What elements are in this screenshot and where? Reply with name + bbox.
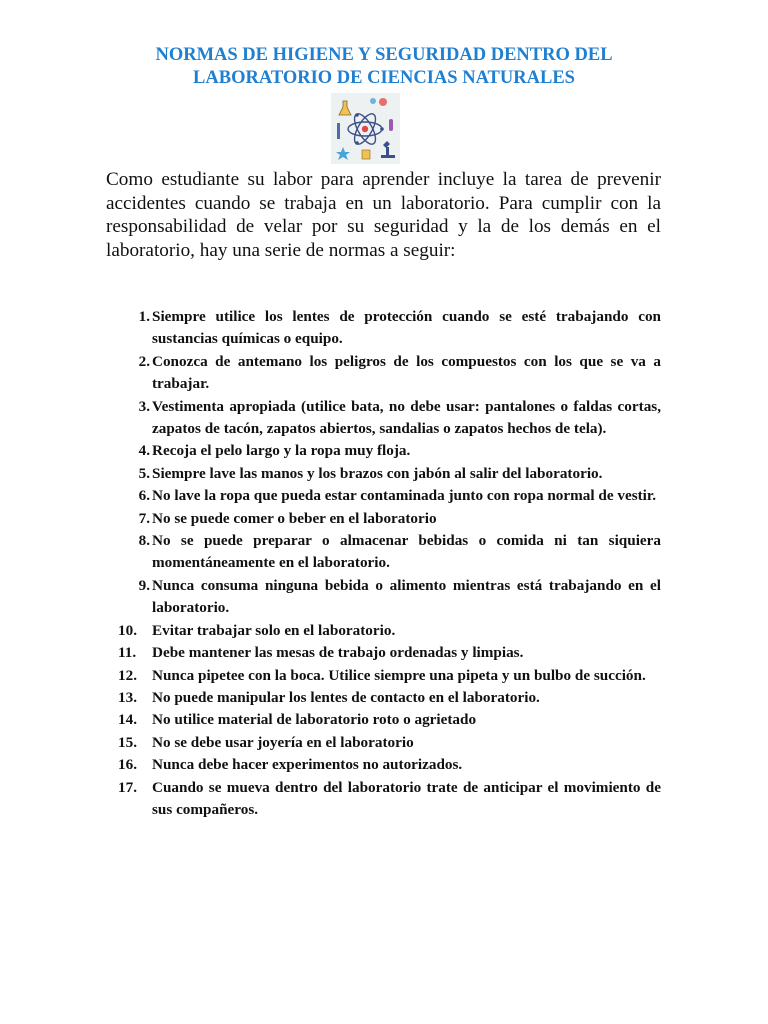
rule-text: Siempre lave las manos y los brazos con jabón al salir del laboratorio.	[152, 464, 603, 482]
rule-number: 4.	[138, 442, 150, 460]
rule-text: No se puede preparar o almacenar bebidas o comida ni tan siquiera momentáneamente en el laboratorio.	[152, 532, 661, 572]
list-item	[106, 777, 661, 822]
list-item	[106, 709, 661, 731]
rule-number: 11.	[118, 644, 137, 662]
rule-text: Nunca debe hacer experimentos no autorizados.	[152, 756, 463, 774]
list-item	[106, 440, 661, 462]
list-item	[106, 620, 661, 642]
document-title	[60, 44, 708, 90]
rule-text: Conozca de antemano los peligros de los compuestos con los que se va a trabajar.	[152, 352, 661, 393]
rule-number: 16.	[118, 756, 137, 774]
rule-number: 17.	[118, 778, 137, 796]
rule-text: Evitar trabajar solo en el laboratorio.	[152, 621, 396, 639]
list-item	[106, 306, 661, 351]
rule-number: 6.	[138, 487, 150, 505]
rule-text: No utilice material de laboratorio roto o agrietado	[152, 711, 477, 729]
title-line-1: NORMAS DE HIGIENE Y SEGURIDAD DENTRO DEL	[155, 45, 613, 65]
rule-number: 10.	[118, 621, 137, 639]
rule-number: 13.	[118, 688, 137, 706]
rule-text: Siempre utilice los lentes de protección cuando se esté trabajando con sustancias químicas o equipo.	[152, 308, 661, 348]
rule-text: Nunca pipetee con la boca. Utilice siempre una pipeta y un bulbo de succión.	[152, 666, 646, 684]
list-item	[106, 754, 661, 776]
rule-text: No se puede comer o beber en el laboratorio	[152, 509, 437, 527]
rule-text: No lave la ropa que pueda estar contaminada junto con ropa normal de vestir.	[152, 487, 657, 505]
rule-text: No puede manipular los lentes de contacto en el laboratorio.	[152, 688, 540, 706]
rule-number: 9.	[138, 576, 150, 594]
rule-number: 12.	[118, 666, 137, 684]
list-item	[106, 732, 661, 754]
list-item	[106, 351, 661, 396]
rule-number: 1.	[138, 308, 150, 325]
rule-text: Debe mantener las mesas de trabajo ordenadas y limpias.	[152, 644, 524, 662]
list-item	[106, 530, 661, 575]
list-item	[106, 485, 661, 507]
rule-number: 3.	[138, 397, 150, 415]
rule-number: 5.	[138, 464, 150, 482]
rule-text: No se debe usar joyería en el laboratorio	[152, 733, 414, 751]
rule-number: 15.	[118, 733, 137, 751]
rule-text: Cuando se mueva dentro del laboratorio trate de anticipar el movimiento de sus compañeros.	[152, 778, 661, 818]
list-item	[106, 463, 661, 485]
rule-text: Vestimenta apropiada (utilice bata, no debe usar: pantalones o faldas cortas, zapatos de tacón, zapatos abiertos, sandalias o zapatos hechos de tela).	[152, 397, 661, 438]
rule-number: 8.	[138, 532, 150, 550]
rule-number: 7.	[138, 509, 150, 527]
list-item	[106, 575, 661, 620]
rule-text: Recoja el pelo largo y la ropa muy floja.	[152, 442, 411, 460]
list-item	[106, 508, 661, 530]
rule-number: 2.	[138, 352, 150, 370]
list-item	[106, 665, 661, 687]
science-lab-icon	[331, 93, 400, 164]
list-item	[106, 687, 661, 709]
list-item	[106, 642, 661, 664]
title-line-2: LABORATORIO DE CIENCIAS NATURALES	[193, 68, 575, 88]
rule-text: Nunca consuma ninguna bebida o alimento mientras está trabajando en el laboratorio.	[152, 576, 661, 617]
rule-number: 14.	[118, 711, 137, 729]
intro-paragraph: Como estudiante su labor para aprender incluye la tarea de prevenir accidentes cuando se trabaja en un laboratorio. Para cumplir con la responsabilidad de velar por su seguridad y la de los demás en el laboratorio, hay una serie de normas a seguir:	[106, 169, 661, 261]
rules-list	[106, 306, 661, 821]
list-item	[106, 396, 661, 441]
